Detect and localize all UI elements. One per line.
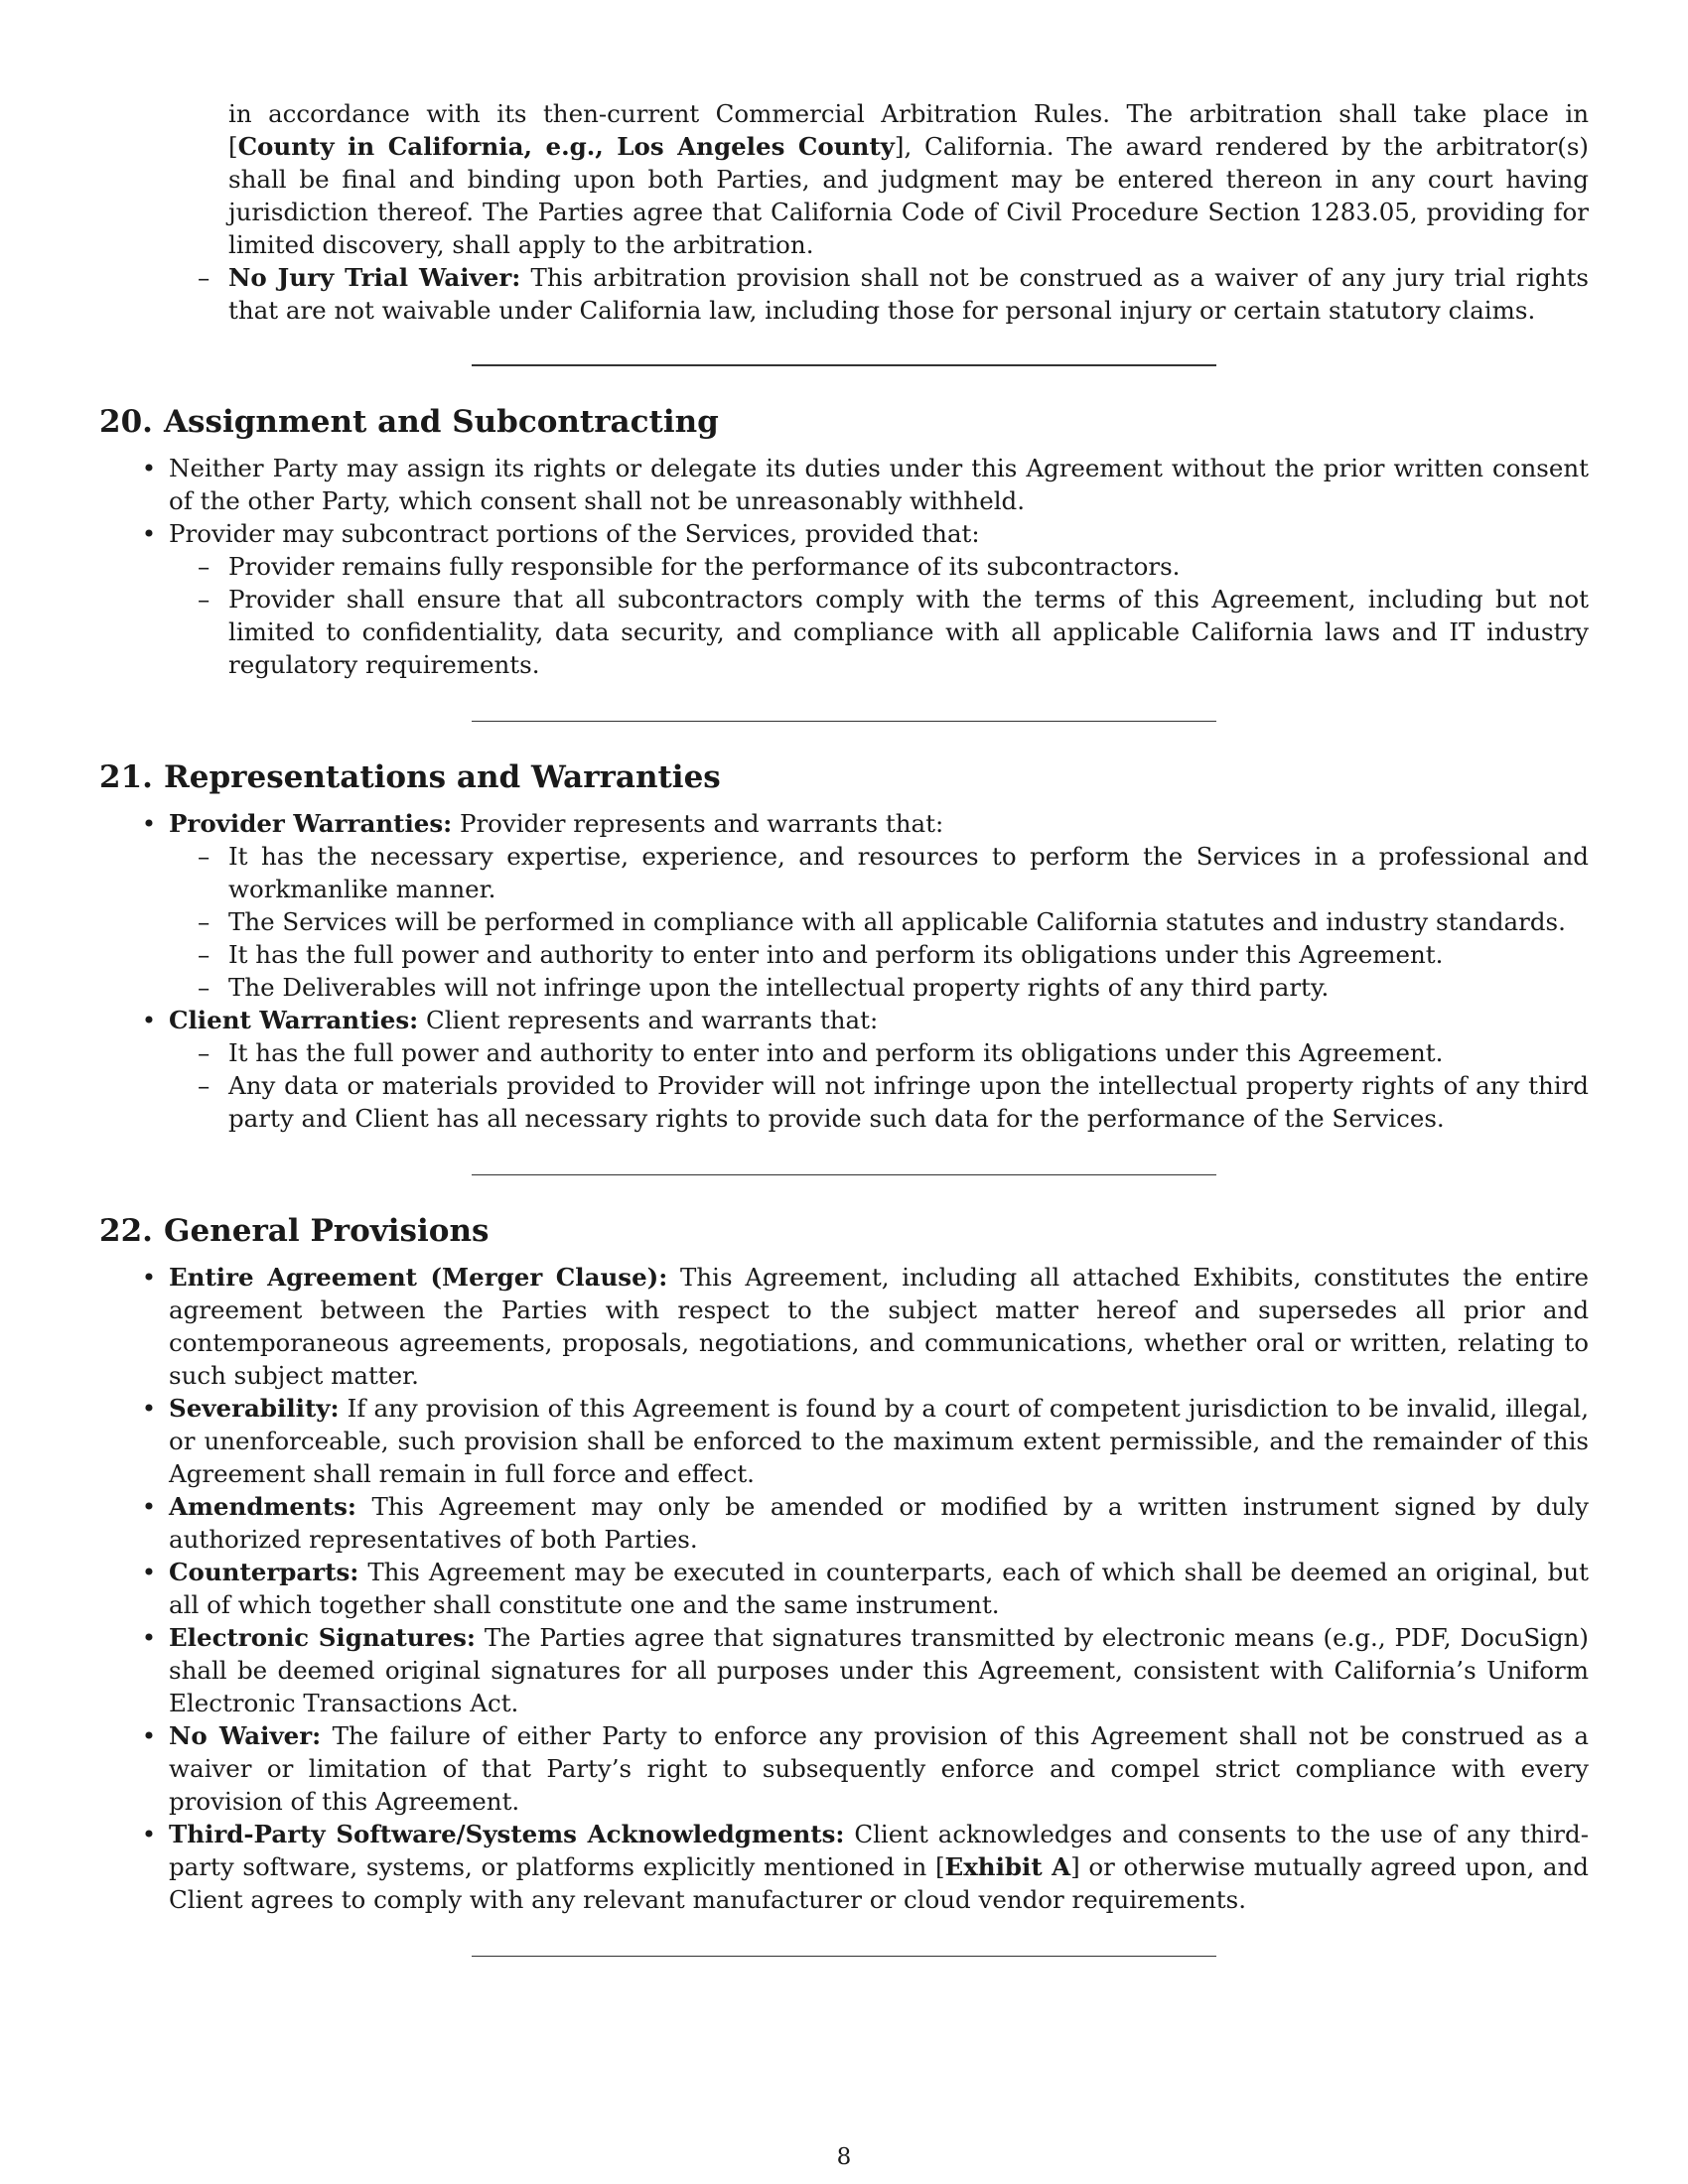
item-label: No Waiver: [169, 1721, 322, 1750]
dash-marker: – [198, 973, 211, 1002]
item-label: Amendments: [169, 1492, 356, 1521]
bullet-marker: • [141, 1006, 157, 1034]
section-heading-20 [99, 402, 1589, 442]
item-text: The failure of either Party to enforce any provision of this Agreement shall not be construed as a waiver or limitation of that Party’s right to subsequently enforce and compel strict compliance with every provision of this Agreement. [169, 1721, 1590, 1816]
item-text: This arbitration provision shall not be construed as a waiver of any jury trial rights that are not waivable under California law, including those for personal injury or certain statutory claims. [228, 263, 1589, 325]
item-text: It has the necessary expertise, experience, and resources to perform the Services in a professional and workmanlike manner. [228, 842, 1589, 903]
section-title: General Provisions [164, 1213, 490, 1249]
section-22-list [99, 1261, 1589, 1916]
list-item [141, 517, 1589, 550]
list-item [141, 1719, 1590, 1818]
item-text: The Parties agree that signatures transmitted by electronic means (e.g., PDF, DocuSign) shall be deemed original signatures for all purposes under this Agreement, consistent with California’s Uniform Electronic Transactions Act. [169, 1623, 1589, 1717]
item-text: The Services will be performed in compliance with all applicable California statutes and industry standards. [228, 907, 1566, 936]
list-item [198, 583, 1589, 681]
dash-marker: – [198, 1071, 211, 1100]
list-item [141, 807, 1589, 840]
dash-marker: – [198, 842, 211, 871]
bullet-marker: • [141, 1263, 157, 1292]
item-text: Provider remains fully responsible for the performance of its subcontractors. [228, 552, 1181, 581]
item-text: ] or otherwise mutually agreed upon, and Client agrees to comply with any relevant manufacturer or cloud vendor requirements. [169, 1852, 1589, 1914]
section-20-list [99, 452, 1589, 681]
dash-marker: – [198, 940, 211, 969]
item-text: Provider may subcontract portions of the Services, provided that: [169, 519, 980, 548]
page-number: 8 [836, 2144, 852, 2170]
item-text: Provider represents and warrants that: [452, 809, 944, 838]
item-label: Entire Agreement (Merger Clause): [169, 1263, 668, 1292]
item-label: Client Warranties: [169, 1006, 419, 1034]
section-number: 22. [99, 1213, 153, 1249]
item-text: Neither Party may assign its rights or delegate its duties under this Agreement without the prior written consent of the other Party, which consent shall not be unreasonably withheld. [169, 454, 1589, 515]
section-number: 20. [99, 404, 153, 440]
list-item [198, 905, 1589, 938]
item-text: This Agreement may be executed in counterparts, each of which shall be deemed an original, but all of which together shall constitute one and the same instrument. [169, 1558, 1589, 1619]
list-item [198, 971, 1589, 1004]
bullet-marker: • [141, 1820, 157, 1848]
section-21-list [99, 807, 1589, 1135]
item-text: Client represents and warrants that: [418, 1006, 879, 1034]
list-item [198, 1036, 1589, 1069]
document-page [99, 97, 1589, 1957]
list-item [141, 1818, 1589, 1916]
dash-marker: – [198, 907, 211, 936]
bullet-marker: • [141, 1394, 157, 1423]
arbitration-sub-list [99, 261, 1589, 327]
bullet-marker: • [141, 1558, 157, 1586]
arbitration-text-2: ], California. The award rendered by the arbitrator(s) shall be final and binding upon both Parties, and judgment may be entered thereon in any court having jurisdiction thereof. The Parties agree that California Code of Civil Procedure Section 1283.05, providing for limited discovery, shall apply to the arbitration. [228, 132, 1589, 259]
arbitration-text-1: in accordance with its then-current Commercial Arbitration Rules. The arbitration shall take place in [ [228, 99, 1589, 161]
item-label: Counterparts: [169, 1558, 359, 1586]
list-item [198, 840, 1589, 905]
list-item [141, 1621, 1589, 1719]
bullet-marker: • [141, 454, 157, 482]
list-item [141, 1004, 1589, 1036]
list-item [198, 1069, 1589, 1135]
arbitration-continuation [228, 97, 1589, 261]
item-text: Client acknowledges and consents to the use of any third-party software, systems, or platforms explicitly mentioned in [ [169, 1820, 1589, 1881]
dash-marker: – [198, 1038, 211, 1067]
item-text: Any data or materials provided to Provider will not infringe upon the intellectual property rights of any third party and Client has all necessary rights to provide such data for the performance of the Services. [228, 1071, 1589, 1133]
list-item [198, 550, 1589, 583]
section-title: Assignment and Subcontracting [164, 404, 719, 440]
item-label: Severability: [169, 1394, 340, 1423]
item-text: It has the full power and authority to enter into and perform its obligations under this Agreement. [228, 1038, 1444, 1067]
item-text: It has the full power and authority to enter into and perform its obligations under this Agreement. [228, 940, 1444, 969]
bullet-marker: • [141, 519, 157, 548]
item-label: Third-Party Software/Systems Acknowledgments: [169, 1820, 845, 1848]
list-item [198, 261, 1589, 327]
item-label: Electronic Signatures: [169, 1623, 476, 1652]
section-divider [472, 1956, 1216, 1957]
item-text: Provider shall ensure that all subcontractors comply with the terms of this Agreement, including but not limited to confidentiality, data security, and compliance with all applicable California laws and IT industry regulatory requirements. [228, 585, 1589, 679]
item-label: No Jury Trial Waiver: [228, 263, 521, 292]
bullet-marker: • [141, 1721, 157, 1750]
item-label: Provider Warranties: [169, 809, 453, 838]
county-placeholder: County in California, e.g., Los Angeles County [237, 132, 895, 161]
section-title: Representations and Warranties [164, 759, 721, 795]
dash-marker: – [198, 263, 211, 292]
section-number: 21. [99, 759, 153, 795]
dash-marker: – [198, 552, 211, 581]
list-item [141, 452, 1589, 517]
dash-marker: – [198, 585, 211, 614]
bullet-marker: • [141, 1623, 157, 1652]
list-item [141, 1392, 1589, 1490]
item-text: If any provision of this Agreement is found by a court of competent jurisdiction to be invalid, illegal, or unenforceable, such provision shall be enforced to the maximum extent permissible, and the remainder of this Agreement shall remain in full force and effect. [169, 1394, 1589, 1488]
bullet-marker: • [141, 809, 157, 838]
exhibit-reference: Exhibit A [944, 1852, 1071, 1881]
item-text: This Agreement, including all attached Exhibits, constitutes the entire agreement between the Parties with respect to the subject matter hereof and supersedes all prior and contemporaneous agreements, proposals, negotiations, and communications, whether oral or written, relating to such subject matter. [169, 1263, 1589, 1390]
section-heading-21 [99, 757, 1589, 797]
list-item [141, 1556, 1589, 1621]
list-item [141, 1490, 1589, 1556]
section-heading-22 [99, 1211, 1589, 1251]
item-text: This Agreement may only be amended or modified by a written instrument signed by duly authorized representatives of both Parties. [169, 1492, 1589, 1554]
list-item [198, 938, 1589, 971]
item-text: The Deliverables will not infringe upon the intellectual property rights of any third party. [228, 973, 1330, 1002]
list-item [141, 1261, 1589, 1392]
bullet-marker: • [141, 1492, 157, 1521]
